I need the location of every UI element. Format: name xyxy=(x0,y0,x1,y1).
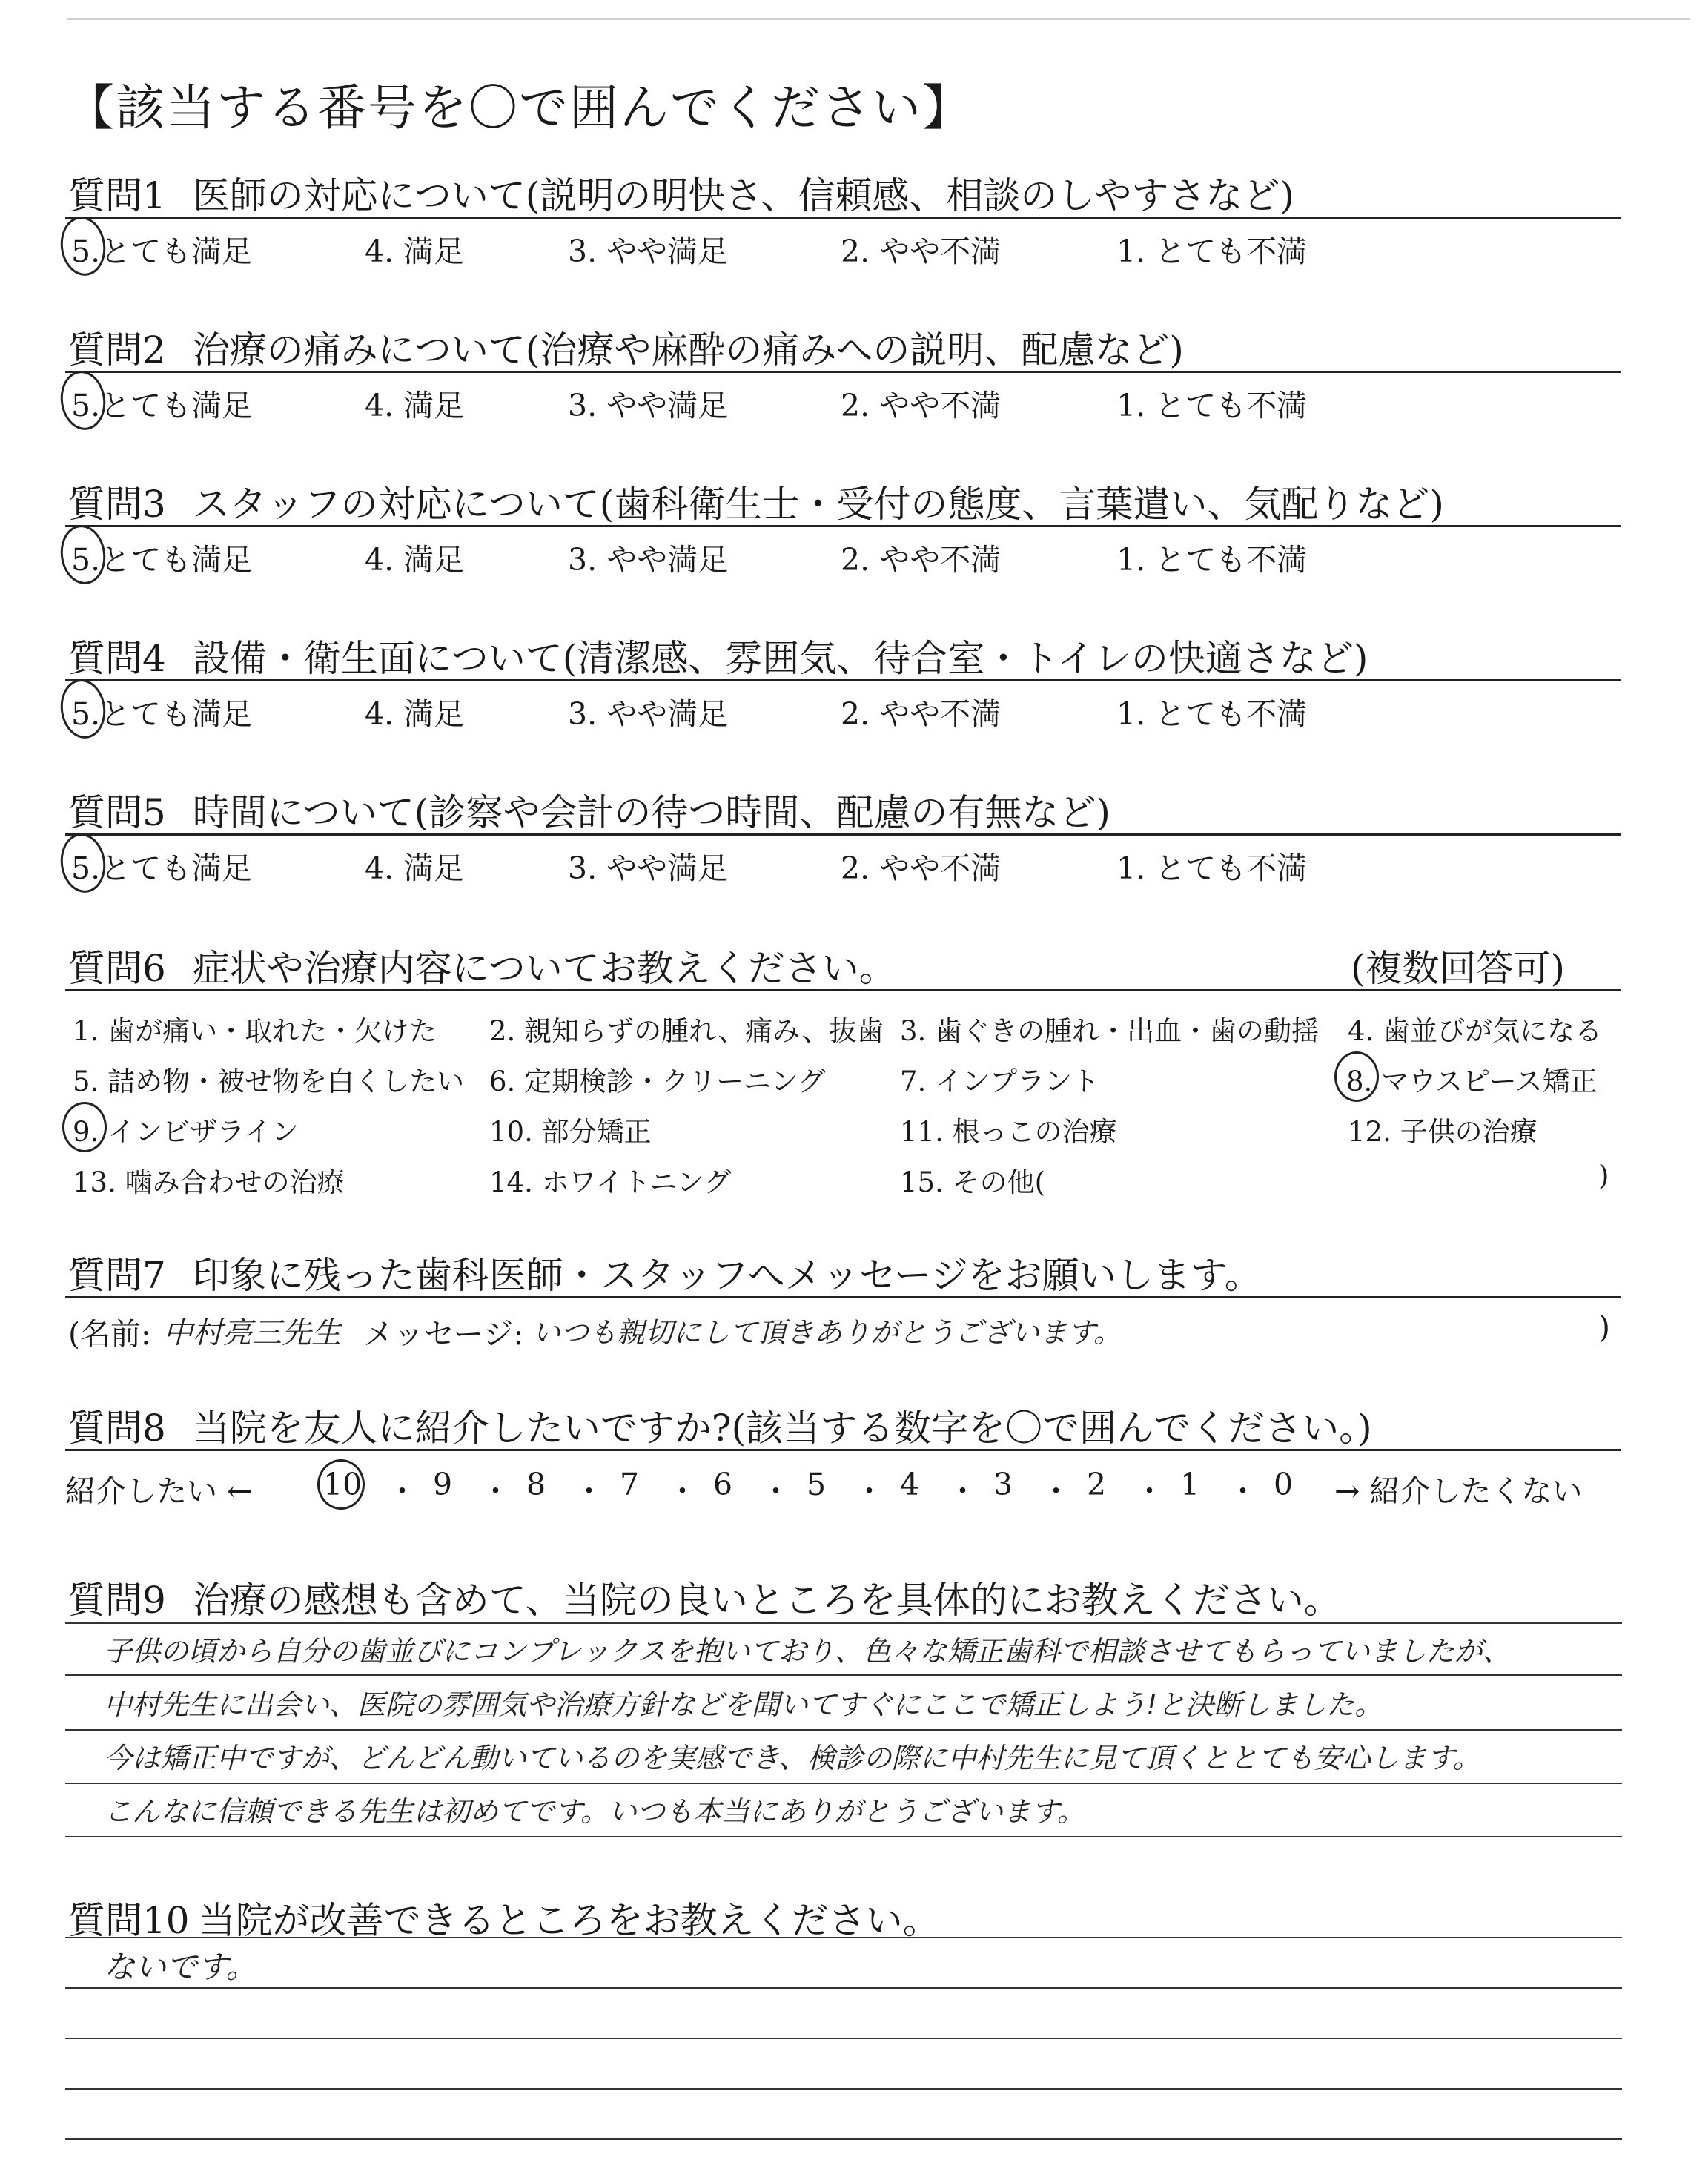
q1-option-1[interactable]: 1. とても不満 xyxy=(1116,234,1308,269)
q8-scale-dot: ・ xyxy=(947,1473,978,1509)
q9-answer-line xyxy=(65,1674,1622,1676)
q7-close-paren: ) xyxy=(1598,1309,1610,1345)
q4-option-2[interactable]: 2. やや不満 xyxy=(841,696,1002,732)
q8-scale-8[interactable]: 8 xyxy=(526,1467,546,1502)
q5-option-4[interactable]: 4. 満足 xyxy=(365,851,465,886)
q9-answer-text[interactable]: 中村先生に出会い、医院の雰囲気や治療方針などを聞いてすぐにここで矯正しよう!と決断しました。 xyxy=(104,1688,1383,1721)
q8-scale-dot: ・ xyxy=(761,1473,791,1509)
q1-option-3[interactable]: 3. やや満足 xyxy=(568,234,729,269)
q3-option-2[interactable]: 2. やや不満 xyxy=(841,542,1002,578)
question-2-divider xyxy=(65,371,1621,373)
question-6-note: (複数回答可) xyxy=(1351,947,1566,990)
q10-answer-text[interactable]: ないです。 xyxy=(104,1949,257,1985)
q6-item-10[interactable]: 10. 部分矯正 xyxy=(489,1116,652,1148)
q3-option-5[interactable]: 5.とても満足 xyxy=(71,542,253,578)
q10-answer-line xyxy=(65,1937,1622,1938)
q5-option-5[interactable]: 5.とても満足 xyxy=(71,851,253,886)
q8-scale-2[interactable]: 2 xyxy=(1087,1467,1107,1502)
q9-answer-text[interactable]: 子供の頃から自分の歯並びにコンプレックスを抱いており、色々な矯正歯科で相談させてもらっていましたが、 xyxy=(104,1635,1511,1668)
q7-message-label: メッセージ: xyxy=(363,1316,524,1352)
question-6-heading: 質問6 症状や治療内容についてお教えください。 xyxy=(68,947,896,990)
q10-answer-line xyxy=(65,2088,1622,2090)
question-1-heading: 質問1 医師の対応について(説明の明快さ、信頼感、相談のしやすさなど) xyxy=(68,174,1294,217)
q8-scale-6[interactable]: 6 xyxy=(713,1467,733,1502)
question-8-heading: 質問8 当院を友人に紹介したいですか?(該当する数字を〇で囲んでください。) xyxy=(68,1407,1372,1450)
q8-scale-5[interactable]: 5 xyxy=(807,1467,827,1502)
q2-option-5[interactable]: 5.とても満足 xyxy=(71,388,253,423)
question-10-heading: 質問10 当院が改善できるところをお教えください。 xyxy=(68,1899,940,1942)
q6-item-13[interactable]: 13. 噛み合わせの治療 xyxy=(73,1166,345,1198)
q10-answer-line xyxy=(65,2138,1622,2140)
q5-option-3[interactable]: 3. やや満足 xyxy=(568,851,729,886)
q3-option-3[interactable]: 3. やや満足 xyxy=(568,542,729,578)
question-6-divider xyxy=(65,989,1621,991)
q5-option-2[interactable]: 2. やや不満 xyxy=(841,851,1002,886)
q7-message-value[interactable]: いつも親切にして頂きありがとうございます。 xyxy=(532,1316,1122,1349)
q8-scale-dot: ・ xyxy=(1228,1473,1258,1509)
q7-name-value[interactable]: 中村亮三先生 xyxy=(163,1316,341,1350)
q8-scale-10[interactable]: 10 xyxy=(323,1467,363,1502)
q9-answer-line xyxy=(65,1836,1622,1837)
q6-item-1[interactable]: 1. 歯が痛い・取れた・欠けた xyxy=(73,1015,437,1047)
q8-scale-7[interactable]: 7 xyxy=(620,1467,640,1502)
top-divider xyxy=(67,18,1690,20)
question-4-divider xyxy=(65,679,1621,681)
question-5-heading: 質問5 時間について(診察や会計の待つ時間、配慮の有無など) xyxy=(68,791,1110,834)
q5-option-1[interactable]: 1. とても不満 xyxy=(1116,851,1308,886)
q8-scale-1[interactable]: 1 xyxy=(1180,1467,1200,1502)
q2-option-2[interactable]: 2. やや不満 xyxy=(841,388,1002,423)
q1-option-5[interactable]: 5.とても満足 xyxy=(71,234,253,269)
q2-option-1[interactable]: 1. とても不満 xyxy=(1116,388,1308,423)
q6-item-15-close: ) xyxy=(1598,1160,1609,1192)
question-1-divider xyxy=(65,217,1621,219)
q6-item-6[interactable]: 6. 定期検診・クリーニング xyxy=(489,1066,826,1097)
q2-option-4[interactable]: 4. 満足 xyxy=(365,388,465,423)
q9-answer-line xyxy=(65,1622,1622,1624)
q8-scale-3[interactable]: 3 xyxy=(993,1467,1013,1502)
q6-item-14[interactable]: 14. ホワイトニング xyxy=(489,1166,732,1198)
question-3-divider xyxy=(65,525,1621,527)
q8-scale-dot: ・ xyxy=(1041,1473,1071,1509)
q10-answer-line xyxy=(65,1987,1622,1989)
question-7-divider xyxy=(65,1296,1621,1298)
question-5-divider xyxy=(65,833,1621,836)
page-title: 【該当する番号を〇で囲んでください】 xyxy=(65,79,973,136)
q8-scale-dot: ・ xyxy=(480,1473,511,1509)
q9-answer-text[interactable]: こんなに信頼できる先生は初めてです。いつも本当にありがとうございます。 xyxy=(104,1795,1085,1828)
q8-scale-dot: ・ xyxy=(574,1473,604,1509)
question-8-divider xyxy=(65,1449,1621,1451)
q10-answer-line xyxy=(65,2038,1622,2039)
q8-left-label: 紹介したい ← xyxy=(65,1473,253,1509)
q1-option-4[interactable]: 4. 満足 xyxy=(365,234,465,269)
q2-option-3[interactable]: 3. やや満足 xyxy=(568,388,729,423)
question-3-heading: 質問3 スタッフの対応について(歯科衛生士・受付の態度、言葉遣い、気配りなど) xyxy=(68,483,1444,526)
q6-item-5[interactable]: 5. 詰め物・被せ物を白くしたい xyxy=(73,1066,465,1097)
q6-item-15[interactable]: 15. その他( xyxy=(900,1166,1046,1198)
q4-option-4[interactable]: 4. 満足 xyxy=(365,696,465,732)
q8-scale-dot: ・ xyxy=(854,1473,884,1509)
q9-answer-text[interactable]: 今は矯正中ですが、どんどん動いているのを実感でき、検診の際に中村先生に見て頂くととても安心します。 xyxy=(104,1742,1481,1774)
q6-item-12[interactable]: 12. 子供の治療 xyxy=(1348,1116,1537,1148)
q7-name-label: (名前: xyxy=(68,1316,151,1352)
q1-option-2[interactable]: 2. やや不満 xyxy=(841,234,1002,269)
question-2-heading: 質問2 治療の痛みについて(治療や麻酔の痛みへの説明、配慮など) xyxy=(68,328,1184,371)
q8-scale-dot: ・ xyxy=(1134,1473,1165,1509)
question-7-heading: 質問7 印象に残った歯科医師・スタッフへメッセージをお願いします。 xyxy=(68,1254,1262,1297)
q8-scale-4[interactable]: 4 xyxy=(900,1467,920,1502)
q8-scale-dot: ・ xyxy=(667,1473,698,1509)
q4-option-1[interactable]: 1. とても不満 xyxy=(1116,696,1308,732)
q6-item-9[interactable]: 9. インビザライン xyxy=(73,1116,299,1148)
q8-scale-0[interactable]: 0 xyxy=(1274,1467,1294,1502)
q8-scale-9[interactable]: 9 xyxy=(433,1467,453,1502)
q6-item-7[interactable]: 7. インプラント xyxy=(900,1066,1100,1097)
q4-option-5[interactable]: 5.とても満足 xyxy=(71,696,253,732)
q8-scale-dot: ・ xyxy=(387,1473,417,1509)
q6-item-3[interactable]: 3. 歯ぐきの腫れ・出血・歯の動揺 xyxy=(900,1015,1320,1047)
q4-option-3[interactable]: 3. やや満足 xyxy=(568,696,729,732)
q6-item-8[interactable]: 8. マウスピース矯正 xyxy=(1346,1066,1598,1097)
q6-item-11[interactable]: 11. 根っこの治療 xyxy=(900,1116,1117,1148)
q9-answer-line xyxy=(65,1783,1622,1784)
q3-option-1[interactable]: 1. とても不満 xyxy=(1116,542,1308,578)
q9-answer-line xyxy=(65,1729,1622,1731)
q6-item-4[interactable]: 4. 歯並びが気になる xyxy=(1348,1015,1603,1047)
question-9-heading: 質問9 治療の感想も含めて、当院の良いところを具体的にお教えください。 xyxy=(68,1579,1341,1622)
q3-option-4[interactable]: 4. 満足 xyxy=(365,542,465,578)
q8-right-label: → 紹介したくない xyxy=(1334,1473,1583,1509)
question-4-heading: 質問4 設備・衛生面について(清潔感、雰囲気、待合室・トイレの快適さなど) xyxy=(68,637,1368,680)
q6-item-2[interactable]: 2. 親知らずの腫れ、痛み、抜歯 xyxy=(489,1015,884,1047)
